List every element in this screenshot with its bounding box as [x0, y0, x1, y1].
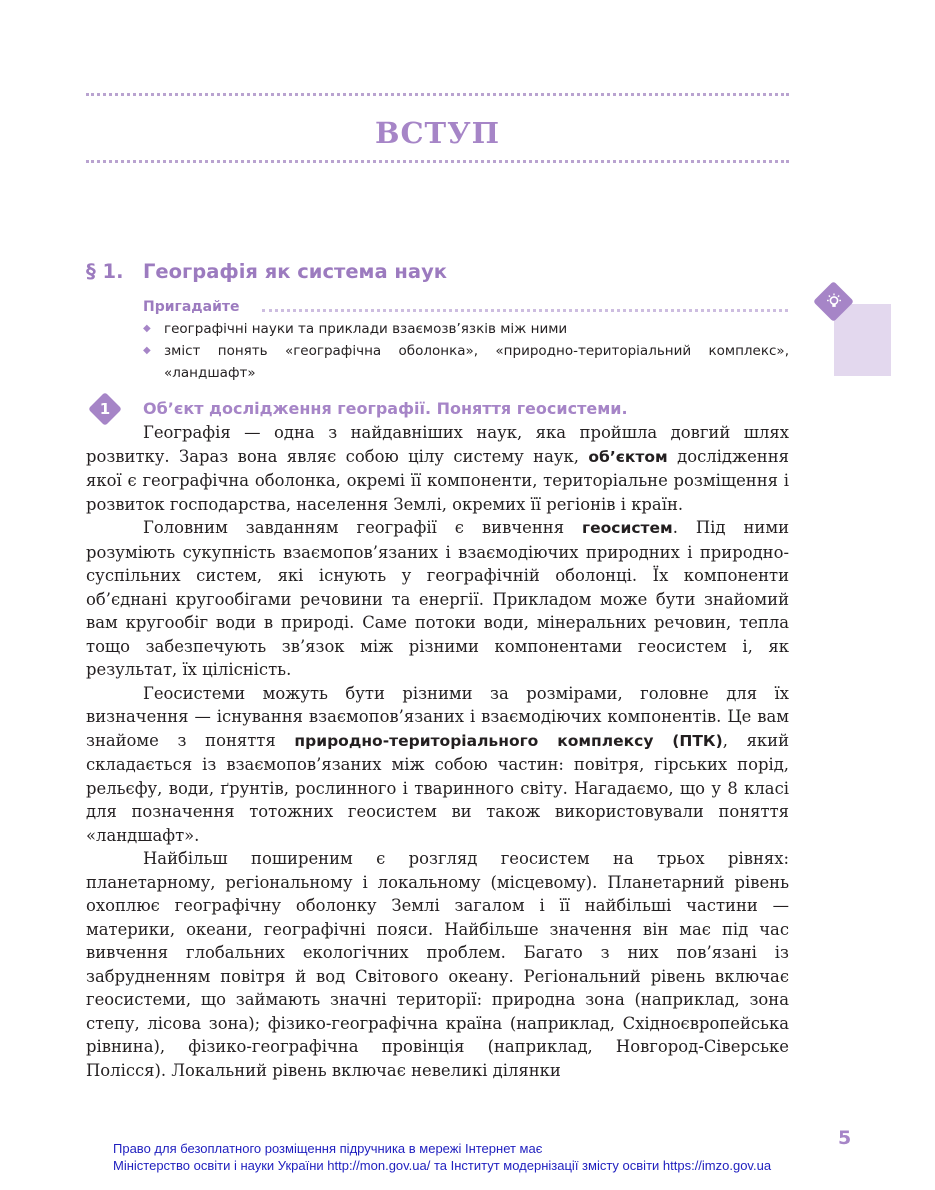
recall-item-text: географічні науки та приклади взаємозв’язків між ними — [164, 321, 568, 337]
paragraph-text: дослідження якої є географічна оболонка, окремі її компоненти, територіальне розміщення і розвиток господарства, населення Землі, окремих її регіонів і країн. — [86, 446, 789, 514]
paragraph-text: Найбільш поширеним є розгляд геосистем на трьох рівнях: планетарному, регіональному і локальному (місцевому). Планетарний рівень охоплює географічну оболонку Землі загалом і її найбільші частини — материки, океани, географічні пояси. Найбільше значення він має під час вивчення глобальних екологічних проблем. Багато з них пов’язані із забрудненням повітря й вод Світового океану. Регіональний рівень включає геосистеми, що займають значні території: природна зона (наприклад, зона степу, лісова зона); фізико-географічна країна (наприклад, Східноєвропейська рівнина), фізико-географічна провінція (наприклад, Новгород-Сіверське Полісся). Локальний рівень включає невеликі ділянки — [86, 849, 789, 1080]
section-number: § 1. — [86, 260, 124, 283]
key-term: геосистем — [582, 519, 673, 537]
recall-item — [143, 318, 789, 340]
recall-item — [143, 340, 789, 384]
key-term: об’єктом — [588, 447, 668, 466]
recall-title: Пригадайте — [143, 299, 240, 315]
key-term: природно-територіального комплексу (ПТК) — [294, 731, 723, 750]
paragraph — [86, 421, 789, 516]
top-divider — [86, 93, 789, 96]
paragraph-text: Географія — одна з найдавніших наук, яка пройшла довгий шлях розвитку. Зараз вона являє собою цілу систему наук, — [86, 423, 789, 466]
paragraph-text: , який складається із взаємопов’язаних між собою частин: повітря, гірських порід, рельєфу, води, ґрунтів, рослинного і тваринного світу. Нагадаємо, що у 8 класі для позначення тотожних геосистем ви також використовували поняття «ландшафт». — [86, 730, 790, 845]
paragraph-text: Головним завданням географії є вивчення — [143, 518, 583, 537]
footer-line: Міністерство освіти і науки України http://mon.gov.ua/ та Інститут модернізації змісту освіти https://imzo.gov.ua — [113, 1158, 772, 1173]
diamond-bullet-icon: ◆ — [143, 345, 151, 356]
title-divider — [86, 160, 789, 163]
section-heading — [86, 257, 447, 287]
diamond-bullet-icon: ◆ — [143, 323, 151, 334]
paragraph-text: Геосистеми можуть бути різними за розмірами, головне для їх визначення — існування взаємопов’язаних і взаємодіючих компонентів. Це вам знайоме з поняття — [86, 683, 789, 750]
body-text — [86, 421, 789, 1083]
paragraph — [86, 516, 789, 682]
paragraph — [86, 847, 789, 1083]
recall-divider — [262, 309, 788, 312]
footer-line: Право для безоплатного розміщення підручника в мережі Інтернет має — [113, 1141, 543, 1156]
footer-notice — [113, 1140, 873, 1174]
recall-item-text: зміст понять «географічна оболонка», «природно-територіальний комплекс», «ландшафт» — [164, 343, 789, 381]
subsection-number: 1 — [99, 400, 111, 418]
paragraph-text: . Під ними розуміють сукупність взаємопов’язаних і взаємодіючих природних і природно-суспільних систем, які існують у географічній оболонці. Їх компоненти об’єднані кругообігами речовини та енергії. Прикладом може бути знайомий вам кругообіг води в природі. Саме потоки води, мінеральних речовин, тепла тощо забезпечують зв’язок між різними компонентами геосистем і, як результат, їх цілісність. — [86, 518, 790, 679]
paragraph — [86, 682, 789, 848]
section-title: Географія як система наук — [143, 260, 448, 283]
subsection-title: Об’єкт дослідження географії. Поняття геосистеми. — [143, 399, 628, 418]
page-number: 5 — [838, 1127, 852, 1149]
recall-list — [143, 318, 789, 384]
lightbulb-icon — [819, 287, 848, 316]
chapter-title: ВСТУП — [374, 116, 501, 150]
